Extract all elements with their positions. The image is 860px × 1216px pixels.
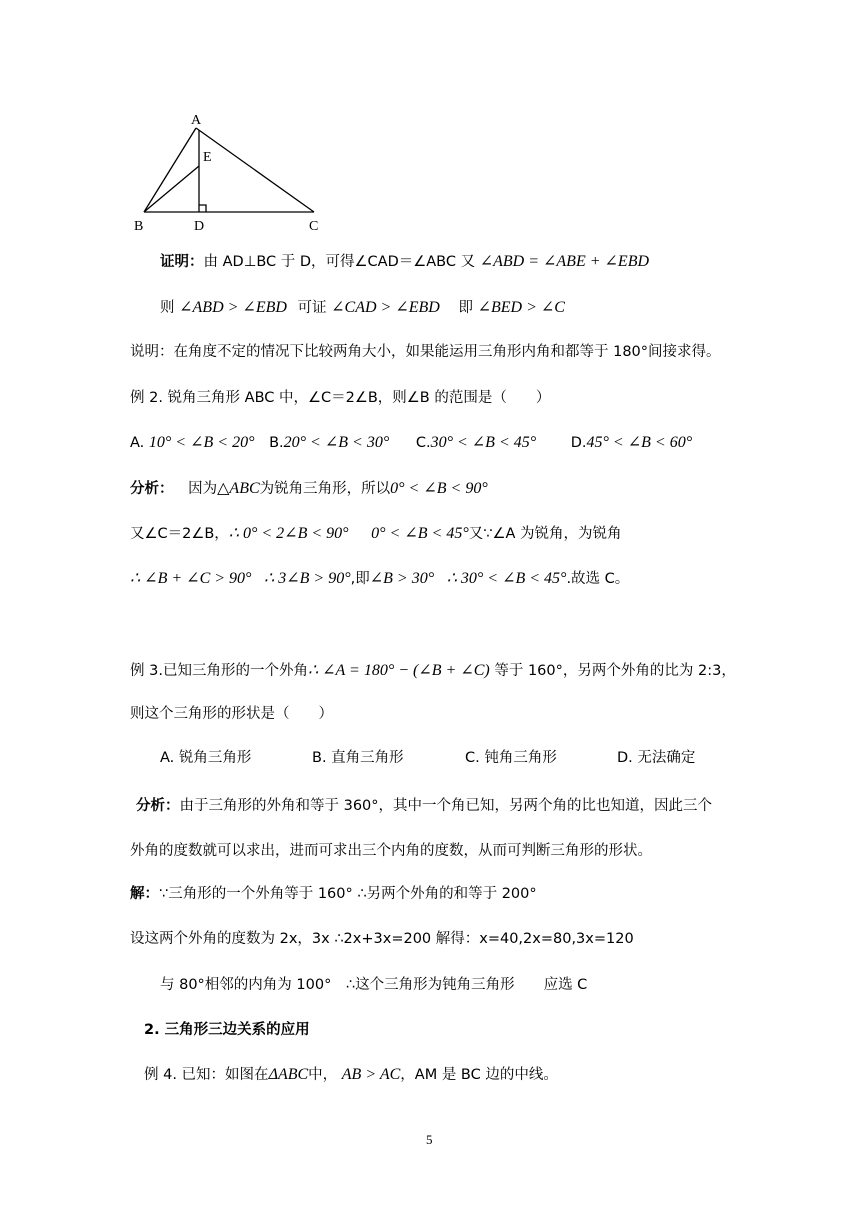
example-3-line-1 xyxy=(130,661,736,681)
side-ac xyxy=(196,128,314,212)
analysis-2b-m2: 0° < ∠B < 45° xyxy=(371,525,469,542)
option-a-label: A. xyxy=(130,435,145,451)
proof2-math-a: ∠ABD > ∠EBD xyxy=(179,299,287,316)
note-line: 说明：在角度不定的情况下比较两角大小，如果能运用三角形内角和都等于 180°间接求得。 xyxy=(130,344,721,360)
proof2-lead: 则 xyxy=(160,300,175,316)
proof-label: 证明： xyxy=(160,254,204,270)
segment-be xyxy=(144,166,199,212)
example-4-t3: ，AM 是 BC 边的中线。 xyxy=(400,1067,558,1083)
option-d-label: D. xyxy=(570,435,587,451)
right-angle-mark xyxy=(199,205,206,212)
vertex-c-label: C xyxy=(309,219,319,234)
analysis-3-t1: 由于三角形的外角和等于 360°，其中一个角已知，另两个角的比也知道，因此三个 xyxy=(179,798,713,814)
option-d-math: 45° < ∠B < 60° xyxy=(586,434,693,451)
example-4-line xyxy=(144,1065,558,1085)
example-2-title: 例 2. 锐角三角形 ABC 中，∠C＝2∠B，则∠B 的范围是（ ） xyxy=(130,390,551,406)
analysis-2c-m2: ∴ 3∠B > 90° xyxy=(264,570,351,587)
vertex-b-label: B xyxy=(134,219,144,234)
analysis-3-line-2: 外角的度数就可以求出，进而可求出三个内角的度数，从而可判断三角形的形状。 xyxy=(130,843,652,859)
example-3-option-a: A. 锐角三角形 xyxy=(160,750,252,766)
proof-line-2 xyxy=(160,298,565,318)
solution-label: 解： xyxy=(130,886,159,902)
example-3-t1: 例 3.已知三角形的一个外角 xyxy=(130,663,308,679)
example-4-m1: ΔABC xyxy=(268,1066,309,1083)
analysis-2-t1: 因为 xyxy=(188,481,218,497)
example-2-options xyxy=(130,433,692,453)
page-number: 5 xyxy=(426,1132,433,1147)
example-3-option-d: D. 无法确定 xyxy=(617,750,696,766)
analysis-label: 分析： xyxy=(130,481,174,497)
option-c-math: 30° < ∠B < 45° xyxy=(430,434,537,451)
analysis-3-line-1 xyxy=(136,796,712,816)
solution-3-line-1 xyxy=(130,884,537,904)
analysis-2c-t2: .故选 C。 xyxy=(566,571,630,587)
proof-math: ∠ABD = ∠ABE + ∠EBD xyxy=(479,253,650,270)
vertex-a-label: A xyxy=(191,113,202,128)
analysis-2c-m1: ∴ ∠B + ∠C > 90° xyxy=(130,570,252,587)
analysis-2-line-2 xyxy=(130,524,622,544)
analysis-2b-m1: ∴ 0° < 2∠B < 90° xyxy=(228,525,349,542)
analysis-2-line-3 xyxy=(130,569,629,589)
proof2-math-b: ∠CAD > ∠EBD xyxy=(331,299,440,316)
proof-line-1 xyxy=(160,252,649,272)
side-ab xyxy=(144,128,196,212)
solution-3-t1: ∵三角形的一个外角等于 160° ∴另两个外角的和等于 200° xyxy=(159,886,537,902)
option-a-math: 10° < ∠B < 20° xyxy=(148,434,255,451)
analysis-2b-t2: 又∵∠A 为锐角，为锐角 xyxy=(468,526,622,542)
analysis-3-label: 分析： xyxy=(136,798,180,814)
example-4-m2: AB > AC xyxy=(341,1066,401,1083)
analysis-2-m2: 0° < ∠B < 90° xyxy=(390,480,488,497)
analysis-2c-t1: ,即 xyxy=(350,571,370,587)
option-b-label: B. xyxy=(269,435,284,451)
option-c-label: C. xyxy=(415,435,431,451)
proof2-mid2: 即 xyxy=(458,300,473,316)
analysis-2-t2: 为锐角三角形，所以 xyxy=(259,481,391,497)
proof-text: 由 AD⊥BC 于 D，可得∠CAD＝∠ABC 又 xyxy=(203,254,476,270)
example-3-m1: ∴ ∠A = 180° − (∠B + ∠C) xyxy=(307,662,490,679)
analysis-2c-m4: ∴ 30° < ∠B < 45° xyxy=(446,570,567,587)
analysis-2-line-1 xyxy=(130,479,488,499)
example-4-t1: 例 4. 已知：如图在 xyxy=(144,1067,269,1083)
proof2-math-c: ∠BED > ∠C xyxy=(477,299,565,316)
solution-3-line-3: 与 80°相邻的内角为 100° ∴这个三角形为钝角三角形 应选 C xyxy=(160,977,588,993)
vertex-e-label: E xyxy=(203,150,212,165)
analysis-2c-m3: ∠B > 30° xyxy=(369,570,435,587)
proof2-mid1: 可证 xyxy=(297,300,327,316)
triangle-figure xyxy=(128,108,328,236)
analysis-2b-t1: 又∠C＝2∠B， xyxy=(130,526,229,542)
analysis-2-m1: △ABC xyxy=(217,480,260,497)
solution-3-line-2: 设这两个外角的度数为 2x，3x ∴2x+3x=200 解得：x=40,2x=80,3x=120 xyxy=(130,931,634,947)
example-3-option-b: B. 直角三角形 xyxy=(312,750,404,766)
example-3-line-2: 则这个三角形的形状是（ ） xyxy=(130,706,333,722)
option-b-math: 20° < ∠B < 30° xyxy=(283,434,390,451)
example-3-option-c: C. 钝角三角形 xyxy=(465,750,557,766)
section-heading: 2. 三角形三边关系的应用 xyxy=(144,1022,310,1038)
example-3-t2: 等于 160°，另两个外角的比为 2:3， xyxy=(494,663,736,679)
example-4-t2: 中， xyxy=(308,1067,338,1083)
vertex-d-label: D xyxy=(194,219,205,234)
